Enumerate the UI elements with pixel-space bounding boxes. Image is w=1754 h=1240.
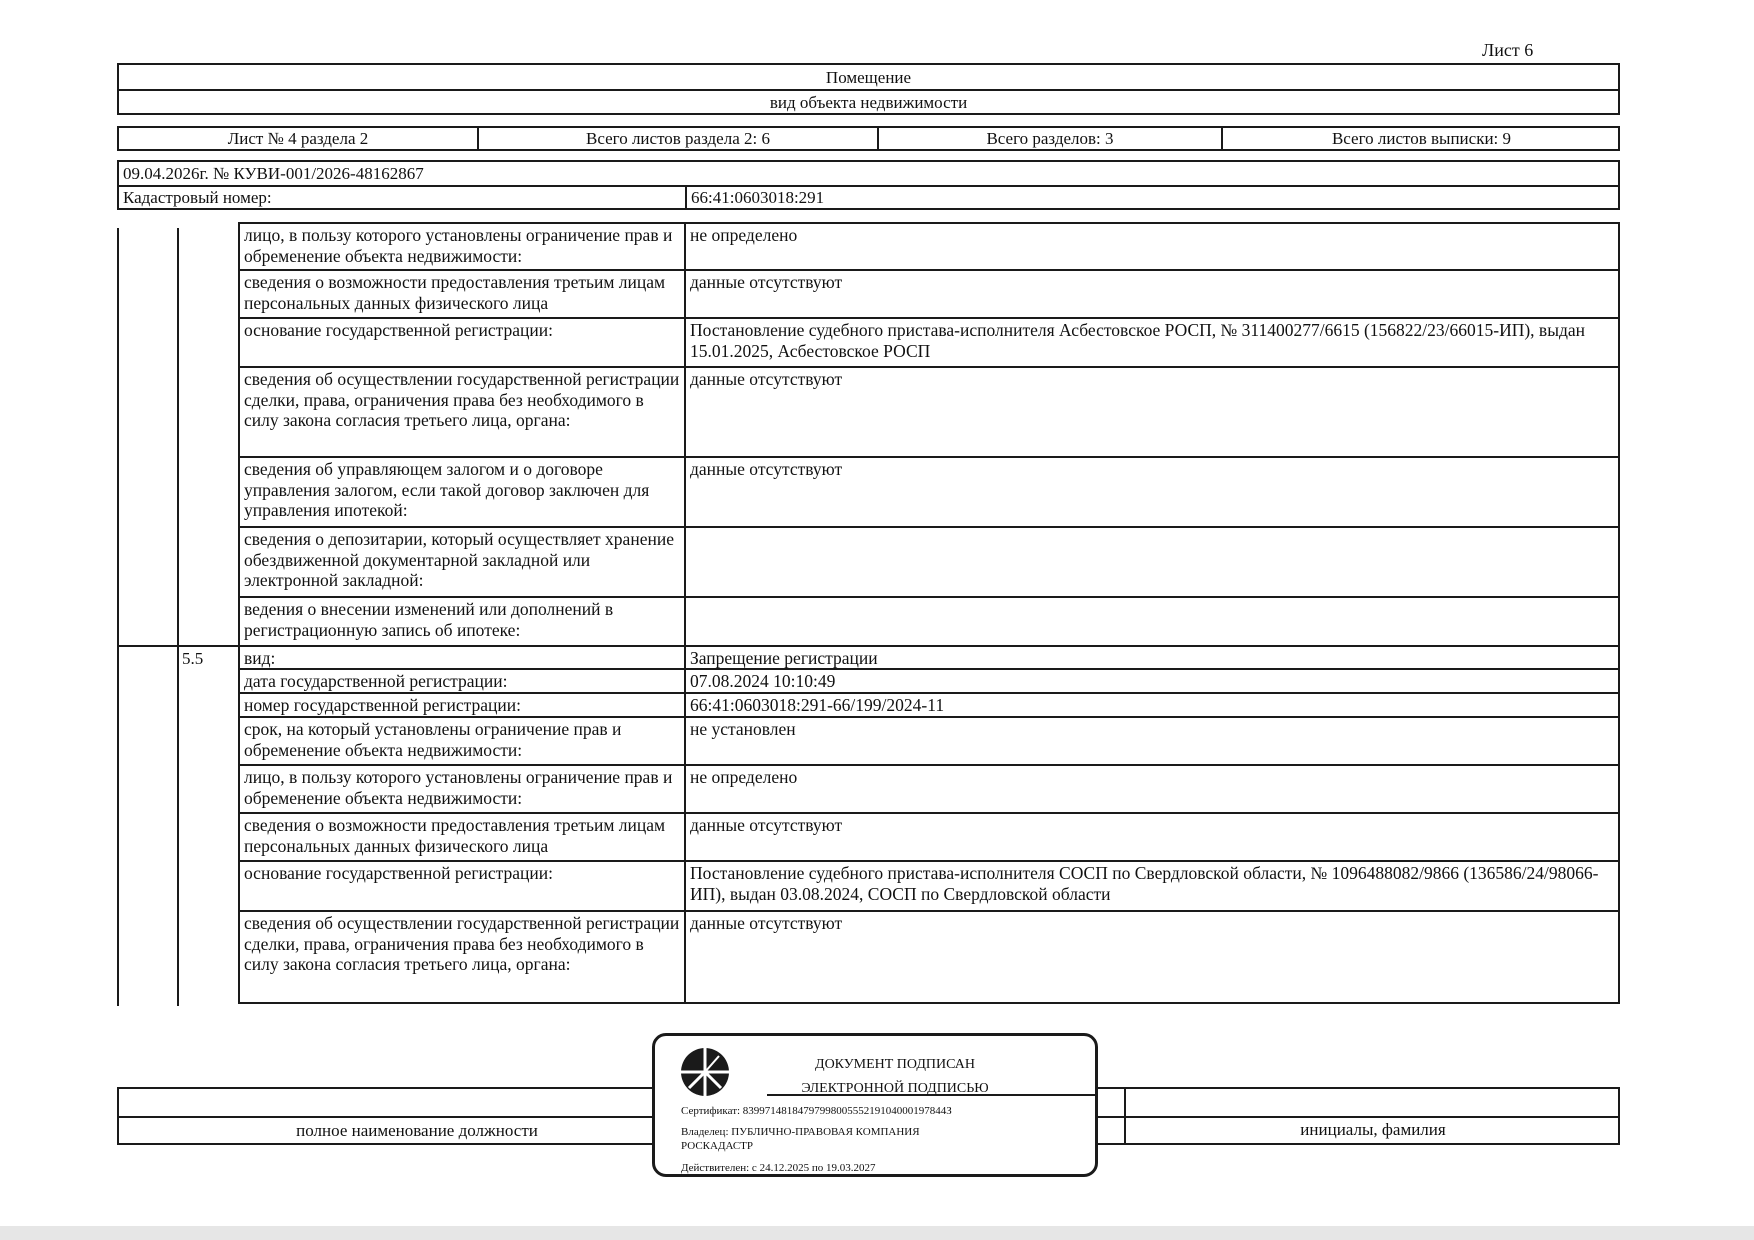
section-separator — [117, 645, 238, 647]
stamp-valid: Действителен: с 24.12.2025 по 19.03.2027 — [681, 1162, 876, 1174]
info-total-sections: Всего разделов: 3 — [986, 129, 1114, 148]
row-value: не определено — [690, 767, 798, 787]
table-row — [238, 456, 1620, 528]
row-label: основание государственной регистрации: — [240, 319, 686, 366]
row-value: данные отсутствуют — [690, 815, 843, 835]
row-value: не установлен — [690, 719, 796, 739]
name-caption: инициалы, фамилия — [1300, 1120, 1446, 1139]
row-label: сведения о депозитарии, который осуществляет хранение обездвиженной документарной закладной или электронной закладной: — [240, 528, 686, 596]
row-value: данные отсутствуют — [690, 913, 843, 933]
row-value: Запрещение регистрации — [690, 648, 878, 668]
table-row — [238, 668, 1620, 694]
header-divider — [119, 89, 1618, 91]
table-row — [238, 716, 1620, 766]
row-value: 07.08.2024 10:10:49 — [690, 671, 836, 691]
doc-reference-box — [117, 160, 1620, 210]
row-label: сведения о возможности предоставления третьим лицам персональных данных физического лица — [240, 814, 686, 860]
table-row — [238, 317, 1620, 368]
section-number: 5.5 — [182, 649, 204, 668]
row-value: Постановление судебного пристава-исполнителя Асбестовское РОСП, № 311400277/6615 (156822/23/66015-ИП), выдан 15.01.2025, Асбестовское РОСП — [690, 320, 1585, 361]
row-label: дата государственной регистрации: — [240, 670, 686, 692]
cadastral-number: 66:41:0603018:291 — [691, 188, 825, 207]
row-value: 66:41:0603018:291-66/199/2024-11 — [690, 695, 945, 715]
info-section-sheets: Всего листов раздела 2: 6 — [586, 129, 770, 148]
row-label: лицо, в пользу которого установлены ограничение прав и обременение объекта недвижимости: — [240, 224, 686, 269]
row-label: сведения о возможности предоставления третьим лицам персональных данных физического лица — [240, 271, 686, 317]
table-row — [238, 692, 1620, 718]
cadastral-label: Кадастровый номер: — [123, 188, 272, 207]
left-column-line-1 — [117, 228, 119, 1006]
row-label: вид: — [240, 647, 686, 668]
sheet-number: Лист 6 — [1482, 40, 1534, 60]
stamp-certificate: Сертификат: 8399714818479799800555219104000197844З — [681, 1105, 952, 1117]
object-header — [117, 63, 1620, 115]
object-type-caption: вид объекта недвижимости — [769, 93, 968, 112]
row-value: не определено — [690, 225, 798, 245]
row-value: данные отсутствуют — [690, 272, 843, 292]
row-label: сведения об управляющем залогом и о договоре управления залогом, если такой договор заключен для управления ипотекой: — [240, 458, 686, 526]
stamp-owner: Владелец: ПУБЛИЧНО-ПРАВОВАЯ КОМПАНИЯ РОСКАДАСТР — [681, 1126, 920, 1152]
table-row — [238, 366, 1620, 458]
info-sheet-of-section: Лист № 4 раздела 2 — [227, 129, 369, 148]
info-bar — [117, 126, 1620, 151]
table-row — [238, 596, 1620, 647]
table-row — [238, 645, 1620, 670]
row-value — [686, 598, 1618, 645]
table-row — [238, 526, 1620, 598]
doc-divider — [119, 185, 1618, 187]
table-row — [238, 812, 1620, 862]
stamp-line2: ЭЛЕКТРОННОЙ ПОДПИСЬЮ — [801, 1081, 989, 1096]
scan-edge — [0, 1226, 1754, 1240]
row-value: данные отсутствуют — [690, 459, 843, 479]
row-value: данные отсутствуют — [690, 369, 843, 389]
row-label: ведения о внесении изменений или дополнений в регистрационную запись об ипотеке: — [240, 598, 686, 645]
left-column-line-2 — [177, 228, 179, 1006]
table-row — [238, 860, 1620, 912]
doc-reference: 09.04.2026г. № КУВИ-001/2026-48162867 — [123, 164, 424, 183]
row-label: сведения об осуществлении государственной регистрации сделки, права, ограничения права без необходимого в силу закона согласия третьего лица, органа: — [240, 368, 686, 456]
row-label: срок, на который установлены ограничение прав и обременение объекта недвижимости: — [240, 718, 686, 764]
info-total-sheets: Всего листов выписки: 9 — [1331, 129, 1512, 148]
table-row — [238, 222, 1620, 271]
table-row — [238, 764, 1620, 814]
row-value: Постановление судебного пристава-исполнителя СОСП по Свердловской области, № 1096488082/9866 (136586/24/98066-ИП), выдан 03.08.2024, СОСП по Свердловской области — [690, 863, 1599, 904]
roskadastr-logo-icon — [679, 1046, 731, 1098]
position-caption: полное наименование должности — [296, 1121, 538, 1140]
e-signature-stamp — [652, 1033, 1098, 1177]
table-row — [238, 910, 1620, 1004]
row-label: номер государственной регистрации: — [240, 694, 686, 716]
object-name: Помещение — [825, 68, 912, 87]
table-row — [238, 269, 1620, 319]
row-label: основание государственной регистрации: — [240, 862, 686, 910]
row-label: лицо, в пользу которого установлены ограничение прав и обременение объекта недвижимости: — [240, 766, 686, 812]
cadastral-divider — [685, 185, 687, 210]
row-value — [686, 528, 1618, 596]
row-label: сведения об осуществлении государственной регистрации сделки, права, ограничения права без необходимого в силу закона согласия третьего лица, органа: — [240, 912, 686, 1002]
stamp-line1: ДОКУМЕНТ ПОДПИСАН — [815, 1057, 975, 1072]
